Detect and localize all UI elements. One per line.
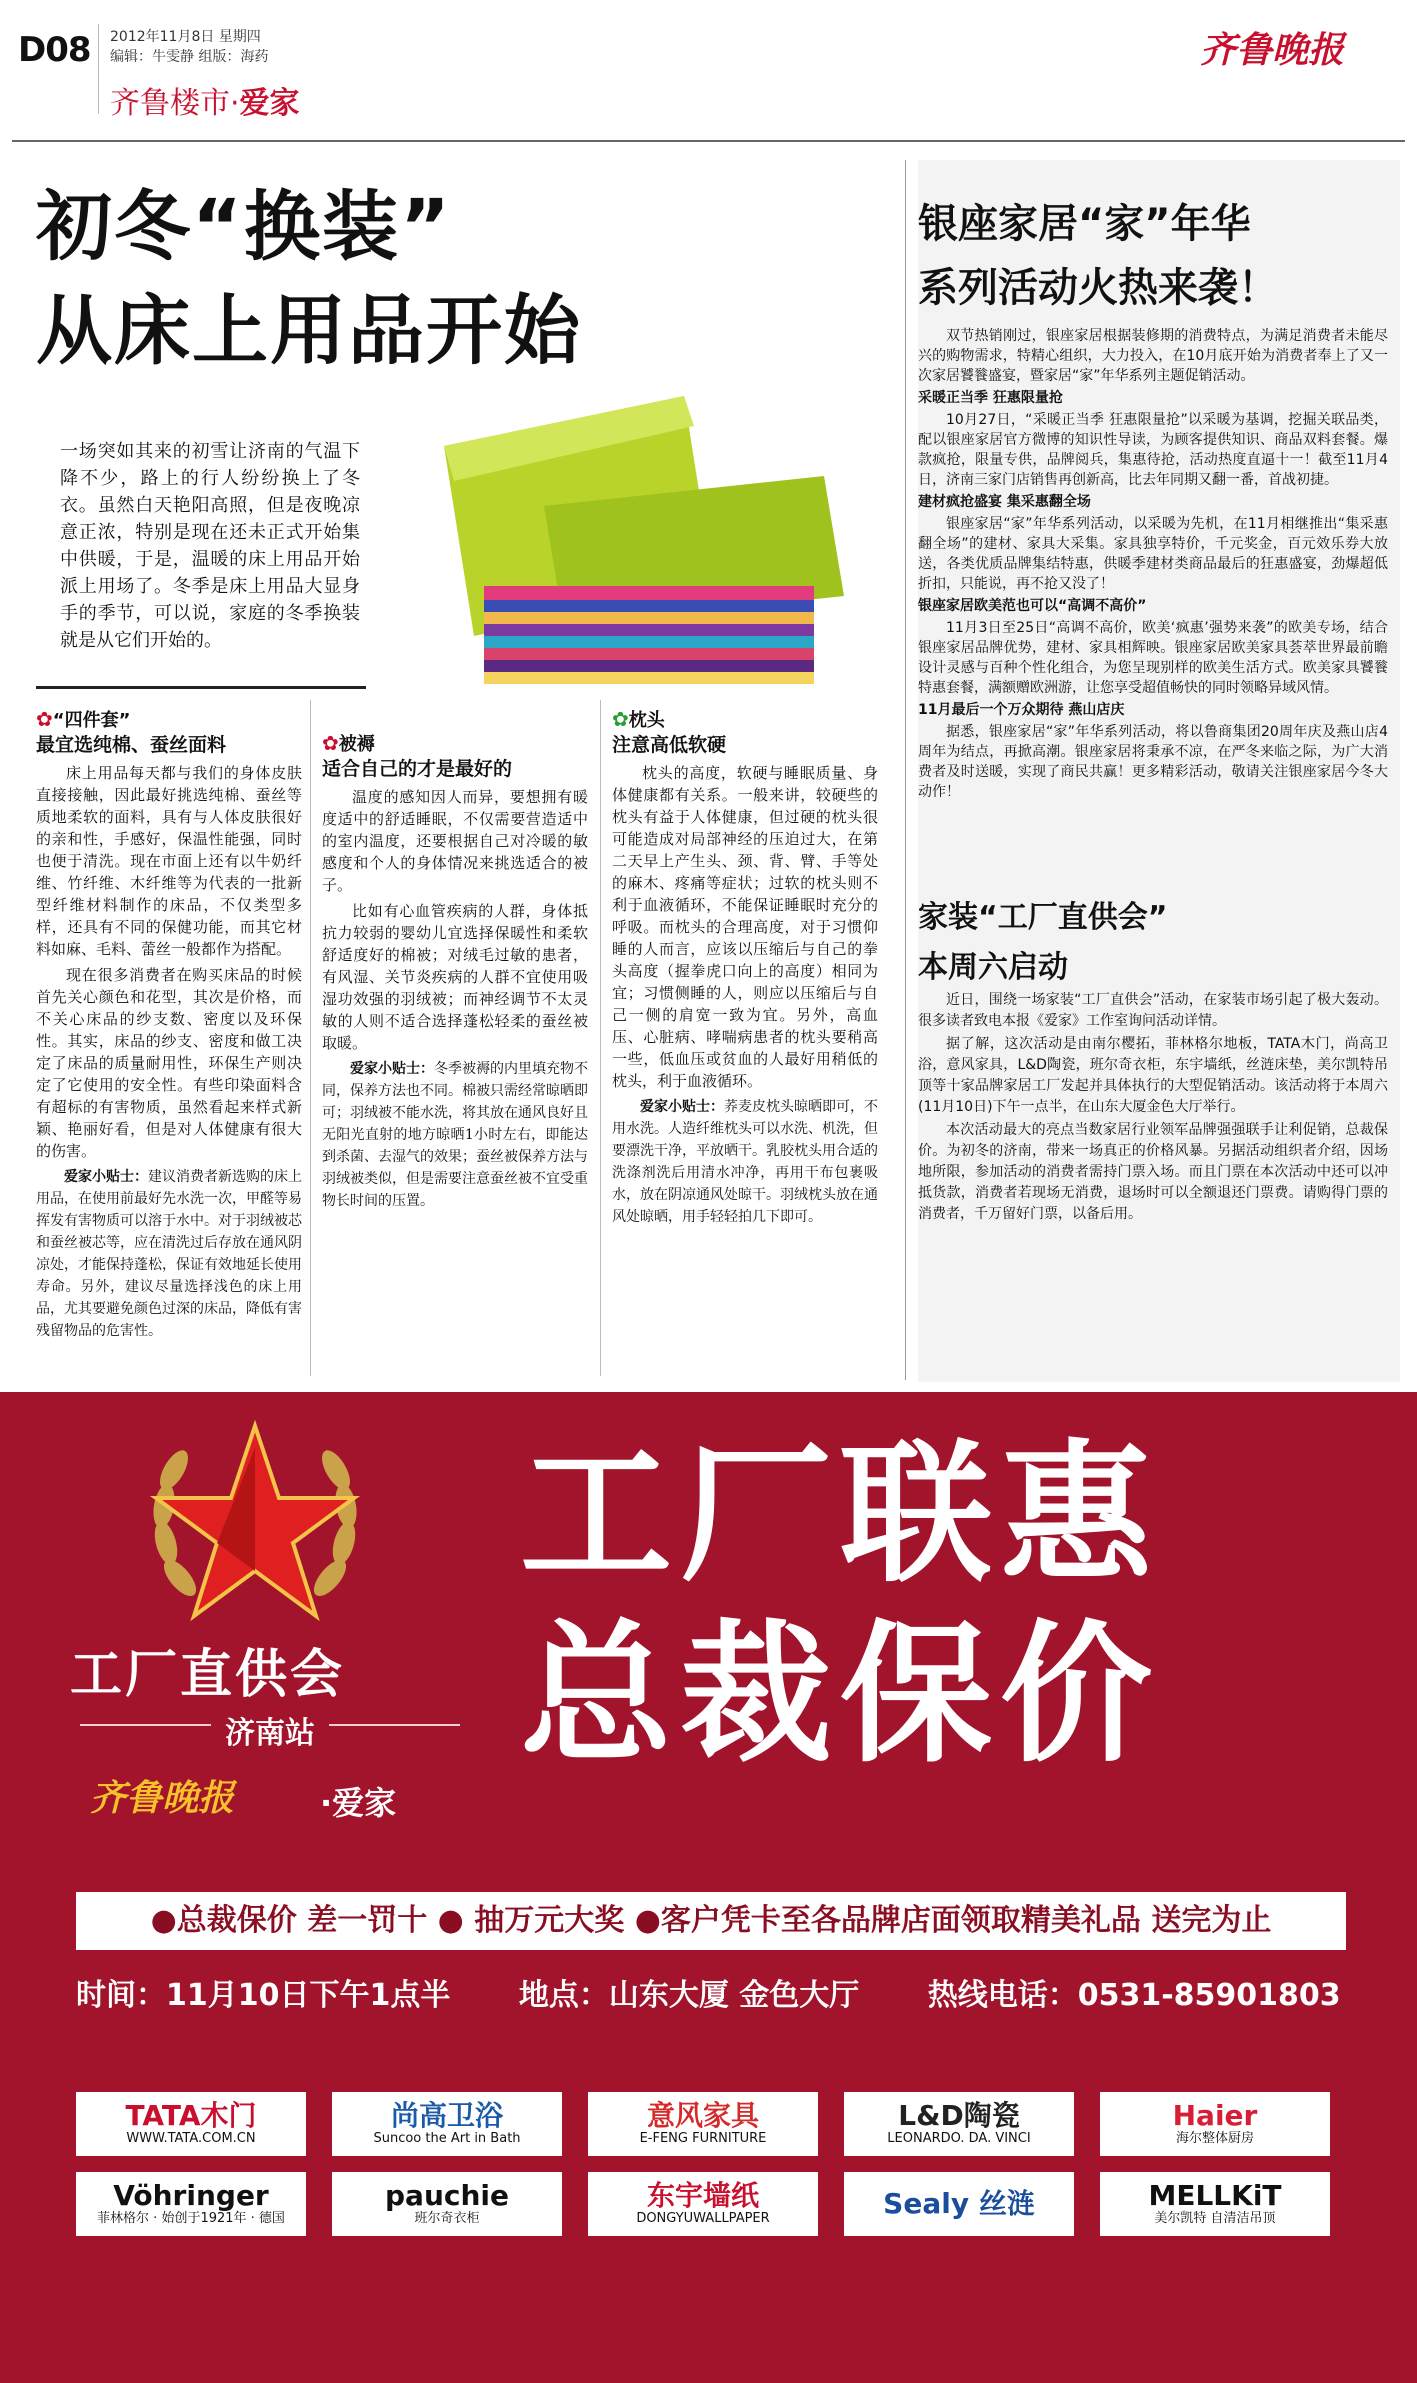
sidebar2-title-line1: 家装“工厂直供会” — [918, 900, 1168, 935]
flower-icon: ✿ — [36, 707, 53, 731]
brand-logo-subtitle: LEONARDO. DA. VINCI — [887, 2131, 1031, 2146]
brand-logo-name: L&D陶瓷 — [898, 2099, 1020, 2132]
brand-logo-name: Vöhringer — [113, 2179, 269, 2212]
tip-label: 爱家小贴士： — [350, 1061, 434, 1077]
tip-label: 爱家小贴士： — [640, 1099, 724, 1115]
editor-credit: 编辑：牛雯静 组版：海药 — [110, 49, 269, 65]
body-paragraph: 温度的感知因人而异，要想拥有暖度适中的舒适睡眠，不仅需要营造适中的室内温度，还要根据自己对冷暖的敏感度和个人的身体情况来挑选适合的被子。 — [322, 788, 588, 894]
sidebar-subhead: 11月最后一个万众期待 燕山店庆 — [918, 702, 1125, 718]
headline-line1: 初冬“换装” — [36, 182, 452, 271]
section-title — [110, 78, 300, 122]
section-name: 齐鲁楼市· — [110, 86, 240, 121]
brand-logo-name: 尚高卫浴 — [390, 2099, 503, 2132]
body-paragraph: 近日，围绕一场家装“工厂直供会”活动，在家装市场引起了极大轰动。很多读者致电本报《爱家》工作室询问活动详情。 — [918, 992, 1388, 1029]
section-subhead: 适合自己的才是最好的 — [322, 758, 513, 780]
article-column-2 — [322, 692, 588, 1216]
column-divider — [600, 700, 601, 1376]
brand-logo-name: 东宇墙纸 — [646, 2179, 759, 2212]
sidebar-subhead: 银座家居欧美范也可以“高调不高价” — [918, 598, 1147, 614]
brand-logo — [844, 2172, 1074, 2236]
brand-logo — [588, 2092, 818, 2156]
ad-place: 地点：山东大厦 金色大厅 — [518, 1978, 860, 2013]
brand-logo — [1100, 2092, 1330, 2156]
ad-newspaper-logo: 齐鲁晚报 — [90, 1777, 235, 1819]
brand-logo-subtitle: 海尔整体厨房 — [1175, 2131, 1254, 2146]
ad-city-label: 济南站 — [211, 1716, 329, 1751]
brand-logo — [1100, 2172, 1330, 2236]
brand-logo-name: Sealy 丝涟 — [883, 2187, 1035, 2220]
sidebar-divider — [905, 160, 906, 1380]
body-paragraph: 本次活动最大的亮点当数家居行业领军品牌强强联手让利促销，总裁保价。为初冬的济南，带来一场真正的价格风暴。另据活动组织者介绍，因场地所限，参加活动的消费者需持门票入场。而且门票在本次活动中还可以冲抵货款，消费者若现场无消费，退场时可以全额退还门票费。请购得门票的消费者，千万留好门票，以备后用。 — [918, 1122, 1388, 1222]
brand-logo — [76, 2172, 306, 2236]
brand-logo-name: 意风家具 — [646, 2099, 759, 2132]
pillows-photo — [384, 386, 854, 712]
column-divider — [310, 700, 311, 1376]
lead-rule — [36, 686, 366, 689]
ad-event-info — [76, 1970, 1356, 2014]
section-subhead: 最宜选纯棉、蚕丝面料 — [36, 734, 227, 756]
section-category: 枕头 — [628, 710, 665, 731]
brand-logo — [844, 2092, 1074, 2156]
article-column-3 — [612, 708, 878, 1232]
sidebar-subhead: 建材疯抢盛宴 集采惠翻全场 — [918, 494, 1091, 510]
body-paragraph: 据了解，这次活动是由南尔樱拓，菲林格尔地板，TATA木门，尚高卫浴，意风家具，L&D陶瓷，班尔奇衣柜，东宇墙纸，丝涟床垫，美尔凯特吊顶等十家品牌家居工厂发起并具体执行的大型促销活动。该活动将于本周六(11月10日)下午一点半，在山东大厦金色大厅举行。 — [918, 1036, 1388, 1115]
issue-date: 2012年11月8日 星期四 — [110, 29, 261, 45]
body-paragraph: 比如有心血管疾病的人群，身体抵抗力较弱的婴幼儿宜选择保暖性和柔软舒适度好的棉被；对绒毛过敏的患者，有风湿、关节炎疾病的人群不宜使用吸湿功效强的羽绒被；而神经调节不太灵敏的人则不适合选择蓬松轻柔的蚕丝被取暖。 — [322, 902, 588, 1052]
tip-text: 荞麦皮枕头晾晒即可，不用水洗。人造纤维枕头可以水洗、机洗，但要漂洗干净，平放晒干。乳胶枕头用合适的洗涤剂洗后用清水冲净，再用干布包裹吸水，放在阴凉通风处晾干。羽绒枕头放在通风处晾晒，用手轻轻拍几下即可。 — [612, 1099, 878, 1225]
header-rule — [12, 140, 1405, 142]
header-divider — [98, 24, 99, 114]
ad-hotline: 热线电话：0531-85901803 — [927, 1978, 1341, 2013]
section-accent: 爱家 — [239, 86, 300, 121]
flower-icon: ✿ — [322, 731, 339, 755]
brand-logo-name: MELLKiT — [1148, 2179, 1282, 2212]
brand-logo-subtitle: 美尔凯特 自清洁吊顶 — [1154, 2211, 1276, 2226]
body-paragraph: 据悉，银座家居“家”年华系列活动，将以鲁商集团20周年庆及燕山店4周年为结点，再掀高潮。银座家居将秉承不凉，在严冬来临之际，为广大消费者及时送暖，实现了商民共赢！更多精彩活动，敬请关注银座家居今冬大动作！ — [918, 724, 1388, 800]
tip-text: 冬季被褥的内里填充物不同，保养方法也不同。棉被只需经常晾晒即可；羽绒被不能水洗，将其放在通风良好且无阳光直射的地方晾晒1小时左右，即能达到杀菌、去湿气的效果；蚕丝被保养方法与羽绒被类似，但是需要注意蚕丝被不宜受重物长时间的压置。 — [322, 1061, 588, 1209]
page-number: D08 — [18, 30, 91, 70]
body-paragraph: 现在很多消费者在购买床品的时候首先关心颜色和花型，其次是价格，而不关心床品的纱支数、密度以及环保性。其实，床品的纱支、密度和做工决定了床品的质量耐用性，环保生产则决定了它使用的安全性。有些印染面料含有超标的有害物质，虽然看起来样式新颖、艳丽好看，但是对人体健康有很大的伤害。 — [36, 966, 302, 1160]
brand-logo — [76, 2092, 306, 2156]
brand-logo-subtitle: 菲林格尔 · 始创于1921年 · 德国 — [97, 2211, 285, 2226]
brand-logo-subtitle: WWW.TATA.COM.CN — [126, 2131, 256, 2146]
body-paragraph: 枕头的高度，软硬与睡眠质量、身体健康都有关系。一般来讲，较硬些的枕头有益于人体健康，但过硬的枕头很可能造成对局部神经的压迫过大，在第二天早上产生头、颈、背、臂、手等处的麻木、疼痛等症状；过软的枕头则不利于血液循环，不能保证睡眠时充分的呼吸。而枕头的合理高度，对于习惯仰睡的人而言，应该以压缩后与自己的拳头高度（握拳虎口向上的高度）相同为宜；习惯侧睡的人，则应以压缩后与自己一侧的肩宽一致为宜。另外，高血压、心脏病、哮喘病患者的枕头要稍高一些，低血压或贫血的人最好用稍低的枕头，利于血液循环。 — [612, 764, 878, 1090]
brand-logo-name: pauchie — [385, 2179, 509, 2212]
body-paragraph: 双节热销刚过，银座家居根据装修期的消费特点，为满足消费者未能尽兴的购物需求，特精心组织，大力投入，在10月底开始为消费者奉上了又一次家居饕餮盛宴，暨家居“家”年华系列主题促销活动。 — [918, 328, 1388, 384]
ad-promo-banner: ●总裁保价 差一罚十 ● 抽万元大奖 ●客户凭卡至各品牌店面领取精美礼品 送完为止 — [76, 1892, 1346, 1950]
section-subhead: 注意高低软硬 — [612, 734, 727, 756]
body-paragraph: 银座家居“家”年华系列活动，以采暖为先机，在11月相继推出“集采惠翻全场”的建材、家具大采集。家具独享特价，千元奖金，百元效乐券大放送，各类优质品牌集结特惠，供暖季建材类商品最后的狂惠盛宴，劲爆超低折扣，只能说，再不抢又没了！ — [918, 516, 1388, 592]
brand-logo — [588, 2172, 818, 2236]
brand-logo-subtitle: 班尔奇衣柜 — [414, 2211, 480, 2226]
ad-time: 时间：11月10日下午1点半 — [76, 1978, 451, 2013]
tip-label: 爱家小贴士： — [64, 1169, 148, 1185]
sidebar-title-line1: 银座家居“家”年华 — [918, 201, 1251, 247]
brand-logo-subtitle: DONGYUWALLPAPER — [636, 2211, 770, 2226]
section-category: 被褥 — [338, 734, 375, 755]
sidebar-subhead: 采暖正当季 狂惠限量抢 — [918, 390, 1063, 406]
sidebar-title-line2: 系列活动火热来袭！ — [918, 265, 1278, 311]
sidebar-article-body — [918, 326, 1388, 804]
brand-logo-subtitle: E-FENG FURNITURE — [639, 2131, 767, 2146]
body-paragraph: 11月3日至25日“高调不高价，欧美‘疯惠’强势来袭”的欧美专场，结合银座家居品牌优势，建材、家具相辉映。银座家居欧美家具荟萃世界最前瞻设计灵感与百种个性化组合，为您呈现别样的欧美生活方式。欧美家具饕餮特惠套餐，满额赠欧洲游，让您享受超值畅快的同时领略异域风情。 — [918, 620, 1388, 696]
ad-slogan-line1: 工厂联惠 — [520, 1426, 1160, 1603]
newspaper-masthead: 齐鲁晚报 — [1200, 29, 1345, 71]
tip-text: 建议消费者新选购的床上用品，在使用前最好先水洗一次，甲醛等易挥发有害物质可以溶于水中。对于羽绒被芯和蚕丝被芯等，应在清洗过后存放在通风阴凉处，才能保持蓬松，保证有效地延长使用寿命。另外，建议尽量选择浅色的床上用品，尤其要避免颜色过深的床品，降低有害残留物品的危害性。 — [36, 1169, 302, 1339]
brand-logo-name: Haier — [1172, 2099, 1258, 2132]
brand-logo — [332, 2172, 562, 2236]
ad-brand-suffix: ·爱家 — [320, 1784, 397, 1822]
sidebar2-title-line2: 本周六启动 — [918, 950, 1068, 985]
star-laurel-icon — [140, 1408, 370, 1638]
ad-event-name: 工厂直供会 — [70, 1645, 346, 1705]
body-paragraph: 床上用品每天都与我们的身体皮肤直接接触，因此最好挑选纯棉、蚕丝等质地柔软的面料，具有与人体皮肤很好的亲和性，手感好，保温性能强，同时也便于清洗。现在市面上还有以牛奶纤维、竹纤维、木纤维等为代表的一批新型纤维材料制作的床品，不仅类型多样，还具有不同的保健功能，而其它材料如麻、毛料、蕾丝一般都作为搭配。 — [36, 764, 302, 958]
body-paragraph: 10月27日，“采暖正当季 狂惠限量抢”以采暖为基调，挖掘关联品类，配以银座家居官方微博的知识性导读，为顾客提供知识、商品双料套餐。爆款疯抢，限量专供，品牌阅兵，集惠待抢，活动热度直逼十一！截至11月4日，济南三家门店销售再创新高，比去年同期又翻一番，首战初捷。 — [918, 412, 1388, 488]
ad-city — [80, 1708, 460, 1752]
sidebar2-article-body — [918, 990, 1388, 1227]
brand-logo-subtitle: Suncoo the Art in Bath — [373, 2131, 521, 2146]
article-column-1 — [36, 708, 302, 1346]
section-category: “四件套” — [52, 710, 131, 731]
flower-icon: ✿ — [612, 707, 629, 731]
brand-logo-name: TATA木门 — [125, 2099, 257, 2132]
headline-line2: 从床上用品开始 — [36, 286, 582, 375]
lead-paragraph: 一场突如其来的初雪让济南的气温下降不少，路上的行人纷纷换上了冬衣。虽然白天艳阳高照，但是夜晚凉意正浓，特别是现在还未正式开始集中供暖，于是，温暖的床上用品开始派上用场了。冬季是床上用品大显身手的季节，可以说，家庭的冬季换装就是从它们开始的。 — [60, 441, 360, 651]
brand-logo — [332, 2092, 562, 2156]
ad-slogan-line2: 总裁保价 — [520, 1606, 1160, 1783]
